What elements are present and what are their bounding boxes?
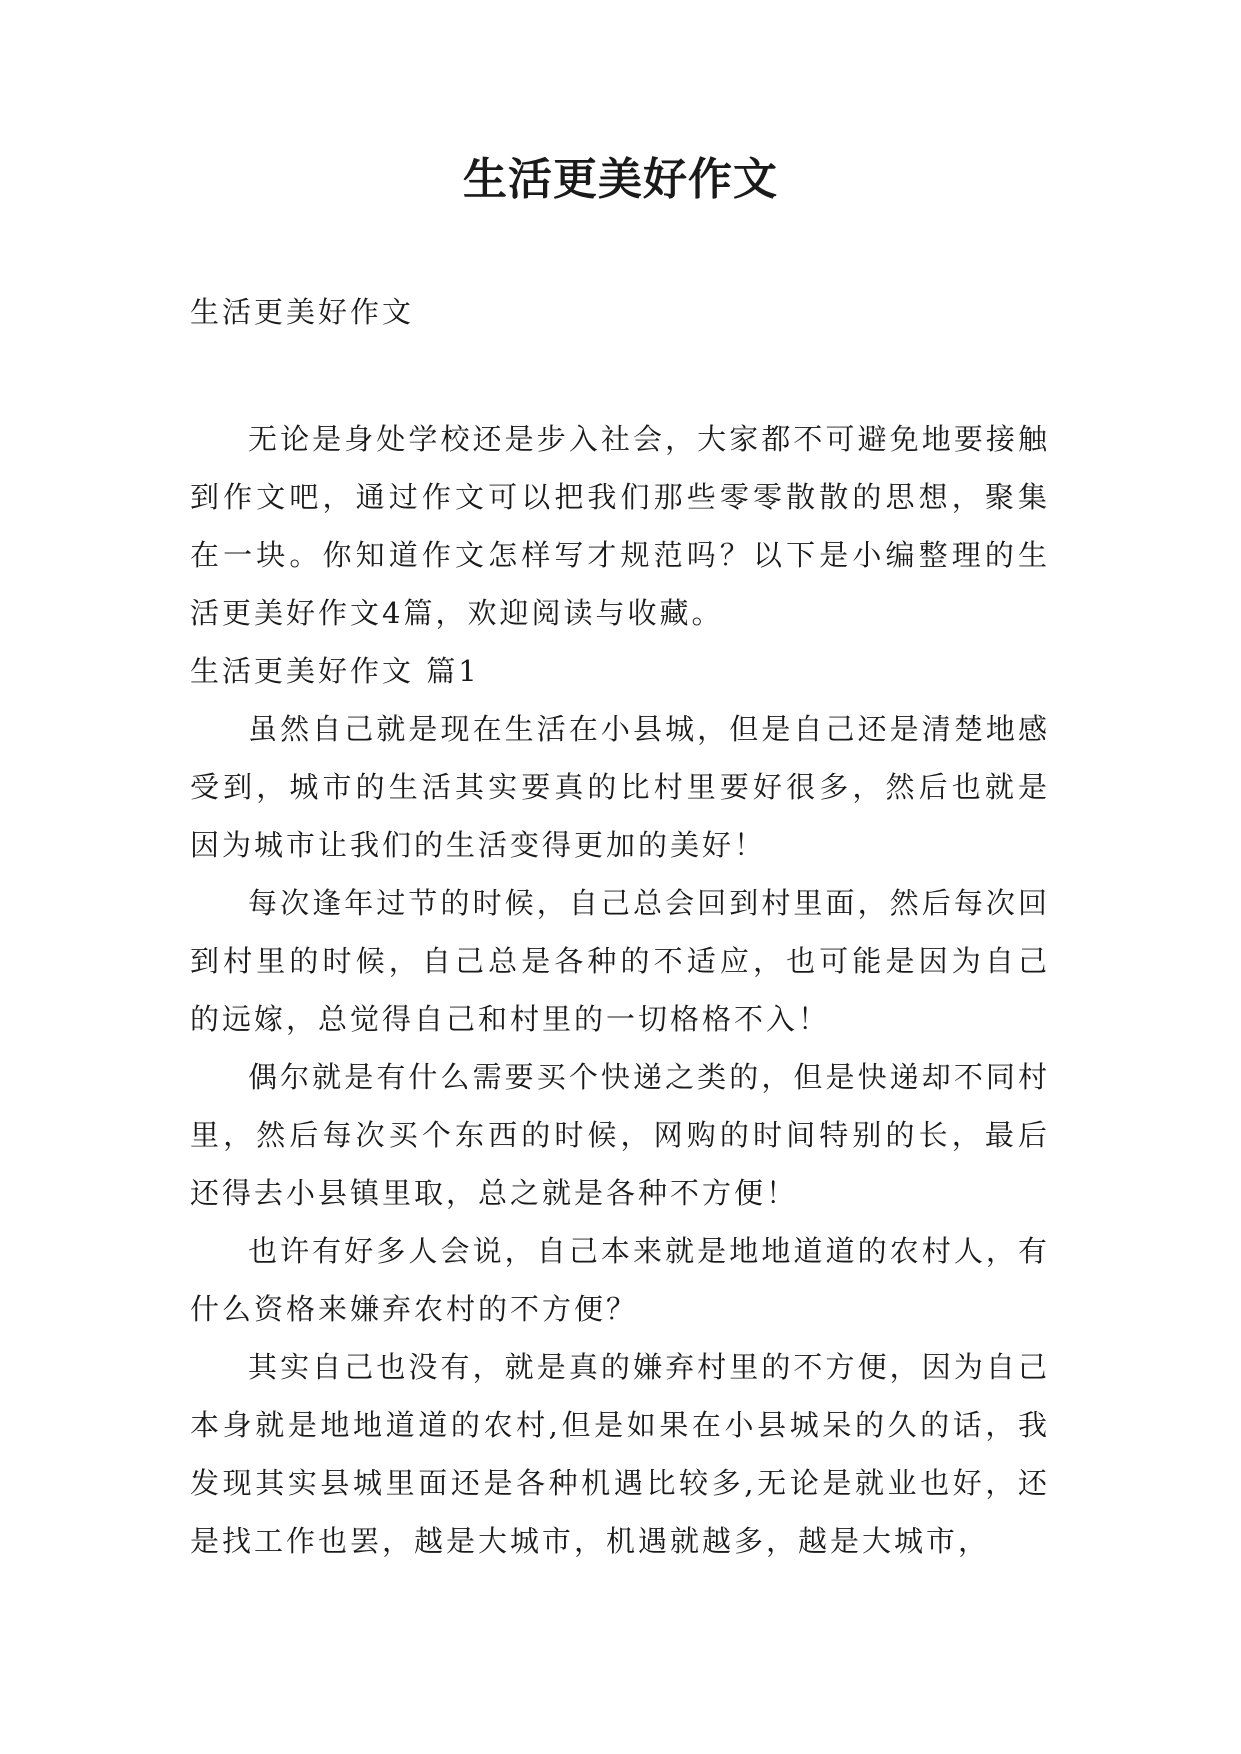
section-heading: 生活更美好作文 篇1 — [190, 654, 480, 688]
paragraph: 每次逢年过节的时候，自己总会回到村里面，然后每次回到村里的时候，自己总是各种的不适应，也可能是因为自己的远嫁，总觉得自己和村里的一切格格不入！ — [190, 886, 1050, 1036]
body-text — [190, 410, 1050, 1570]
paragraph: 虽然自己就是现在生活在小县城，但是自己还是清楚地感受到，城市的生活其实要真的比村里要好很多，然后也就是因为城市让我们的生活变得更加的美好！ — [190, 712, 1050, 862]
document-title: 生活更美好作文 — [463, 154, 778, 205]
paragraph: 偶尔就是有什么需要买个快递之类的，但是快递却不同村里，然后每次买个东西的时候，网购的时间特别的长，最后还得去小县镇里取，总之就是各种不方便！ — [190, 1060, 1050, 1210]
document-body — [190, 290, 1050, 1558]
intro-paragraph: 无论是身处学校还是步入社会，大家都不可避免地要接触到作文吧，通过作文可以把我们那些零零散散的思想，聚集在一块。你知道作文怎样写才规范吗？以下是小编整理的生活更美好作文4篇，欢迎阅读与收藏。 — [190, 422, 1050, 630]
paragraph: 其实自己也没有，就是真的嫌弃村里的不方便，因为自己本身就是地地道道的农村,但是如果在小县城呆的久的话，我发现其实县城里面还是各种机遇比较多,无论是就业也好，还是找工作也罢，越是大城市，机遇就越多，越是大城市， — [190, 1350, 1050, 1558]
paragraph: 也许有好多人会说，自己本来就是地地道道的农村人，有什么资格来嫌弃农村的不方便？ — [190, 1234, 1050, 1326]
document-subtitle: 生活更美好作文 — [190, 295, 415, 329]
